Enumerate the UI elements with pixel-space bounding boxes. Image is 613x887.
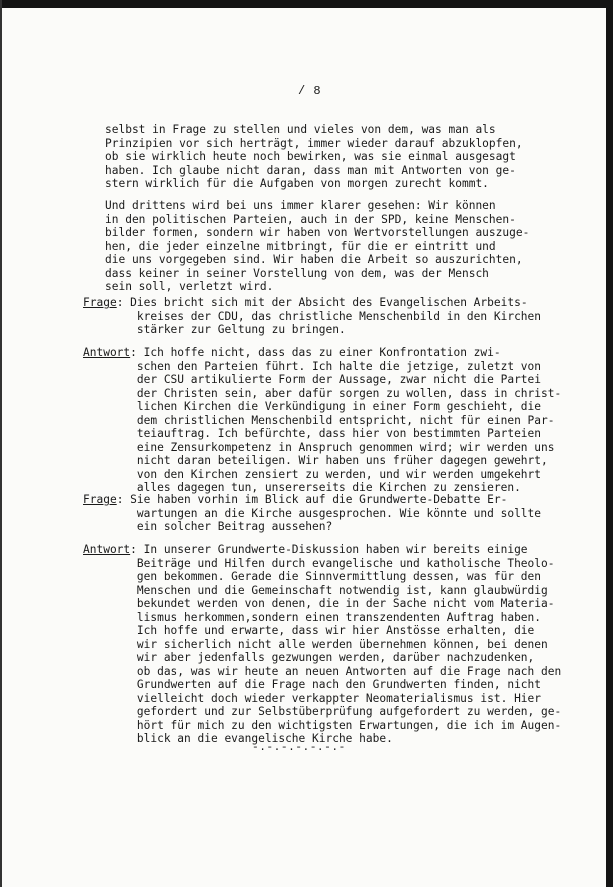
answer-1	[83, 346, 561, 495]
answer-1-body: schen den Parteien führt. Ich halte die jetzige, zuletzt von der CSU artikulierte Form der Aussage, zwar nicht die Partei der Christen sein, aber dafür sorgen zu wollen, dass in christ- lichen Kirchen die Verkündigung in einer Form geschieht, die dem christlichen Menschenbild entspricht, nicht für einen Par- teiauftrag. Ich befürchte, dass hier von bestimmten Parteien eine Zensurkompetenz in Anspruch genommen wird; wir werden uns nicht daran beteiligen. Wir haben uns früher dagegen gewehrt, von den Kirchen zensiert zu werden, und wir werden umgekehrt alles dagegen tun, unsererseits die Kirchen zu zensieren.	[136, 359, 562, 494]
page-number: / 8	[298, 84, 322, 98]
answer-2-first-line: : In unserer Grundwerte-Diskussion haben wir bereits einige	[130, 543, 528, 556]
question-1-body: kreises der CDU, das christliche Menschenbild in den Kirchen stärker zur Geltung zu bringen.	[136, 309, 542, 336]
question-1-first-line: : Dies bricht sich mit der Absicht des Evangelischen Arbeits-	[116, 296, 528, 309]
answer-1-label: Antwort	[83, 346, 131, 359]
answer-2-label: Antwort	[83, 543, 131, 556]
paragraph-2: Und drittens wird bei uns immer klarer gesehen: Wir können in den politischen Parteien, auch in der SPD, keine Menschen- bilder formen, sondern wir haben von Wertvorstellungen auszuge- hen, die jeder einzelne mitbringt, für die er eintritt und die uns vorgegeben sind. Wir haben die Arbeit so auszurichten, dass keiner in seiner Vorstellung von dem, was der Mensch sein soll, verletzt wird.	[105, 199, 530, 293]
question-2	[83, 493, 541, 534]
answer-2-body: Beiträge und Hilfen durch evangelische und katholische Theolo- gen bekommen. Gerade die Sinnvermittlung dessen, was für den Menschen und die Gemeinschaft notwendig ist, kann glaubwürdig bekundet werden von denen, die in der Sache nicht vom Materia- lismus herkommen,sondern einen transzendenten Auftrag haben. Ich hoffe und erwarte, dass wir hier Anstösse erhalten, die wir sicherlich nicht alle werden übernehmen können, bei denen wir aber jedenfalls gezwungen werden, darüber nachzudenken, ob das, was wir heute an neuen Antworten auf die Frage nach den Grundwerten auf die Frage nach den Grundwerten finden, nicht vielleicht doch wieder verkappter Neomaterialismus ist. Hier gefordert und zur Selbstüberprüfung aufgefordert zu werden, ge- hört für mich zu den wichtigsten Erwartungen, die ich im Augen- blick an die evangelische Kirche habe.	[136, 556, 562, 745]
question-1-label: Frage	[83, 296, 117, 309]
question-1	[83, 296, 541, 337]
end-mark: -.-.-.-.-.-.-	[252, 742, 346, 754]
question-2-label: Frage	[83, 493, 117, 506]
scan-border-right	[606, 0, 613, 887]
scan-border-top	[0, 0, 613, 8]
paragraph-1: selbst in Frage zu stellen und vieles von dem, was man als Prinzipien vor sich herträgt, immer wieder darauf abzuklopfen, ob sie wirklich heute noch bewirken, was sie einmal ausgesagt haben. Ich glaube nicht daran, dass man mit Antworten von ge- stern wirklich für die Aufgaben von morgen zurecht kommt.	[105, 123, 523, 190]
question-2-body: wartungen an die Kirche ausgesprochen. Wie könnte und sollte ein solcher Beitrag aussehen?	[136, 506, 542, 533]
question-2-first-line: : Sie haben vorhin im Blick auf die Grundwerte-Debatte Er-	[116, 493, 508, 506]
scan-border-left	[0, 0, 2, 887]
answer-2	[83, 543, 561, 746]
answer-1-first-line: : Ich hoffe nicht, dass das zu einer Konfrontation zwi-	[130, 346, 501, 359]
